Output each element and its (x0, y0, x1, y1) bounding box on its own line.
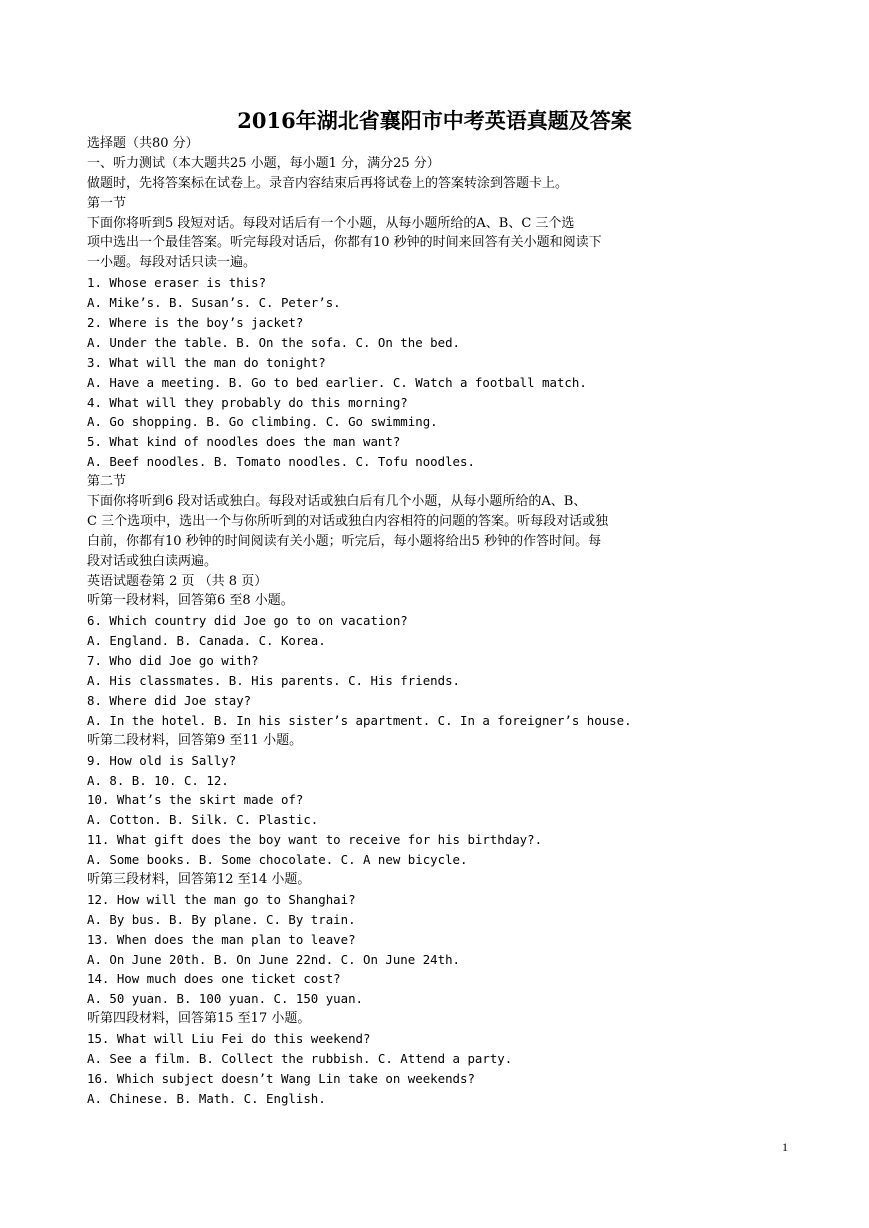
instruction-line: 段对话或独白读两遍。 (87, 553, 218, 569)
question-line: A. By bus. B. By plane. C. By train. (87, 911, 356, 927)
question-line: A. Beef noodles. B. Tomato noodles. C. Tofu noodles. (87, 454, 475, 470)
question-line: A. His classmates. B. His parents. C. His friends. (87, 673, 460, 689)
instruction-line: 听第三段材料，回答第12 至14 小题。 (87, 871, 311, 887)
instruction-line: 下面你将听到6 段对话或独白。每段对话或独白后有几个小题，从每小题所给的A、B、 (87, 494, 587, 510)
instruction-line: 一、听力测试（本大题共25 小题，每小题1 分，满分25 分） (87, 155, 440, 171)
page-number: 1 (782, 1140, 788, 1154)
instruction-line: 做题时，先将答案标在试卷上。录音内容结束后再将试卷上的答案转涂到答题卡上。 (87, 175, 569, 191)
question-line: 4. What will they probably do this morning? (87, 394, 408, 410)
question-line: A. Mike’s. B. Susan’s. C. Peter’s. (87, 295, 341, 311)
question-line: A. In the hotel. B. In his sister’s apartment. C. In a foreigner’s house. (87, 712, 632, 728)
question-line: A. England. B. Canada. C. Korea. (87, 633, 326, 649)
instruction-line: 听第一段材料，回答第6 至8 小题。 (87, 593, 294, 609)
question-line: 10. What’s the skirt made of? (87, 792, 304, 808)
question-line: 8. Where did Joe stay? (87, 692, 252, 708)
instruction-line: 英语试题卷第 2 页 （共 8 页） (87, 573, 268, 589)
instruction-line: 白前，你都有10 秒钟的时间阅读有关小题；听完后，每小题将给出5 秒钟的作答时间。每 (87, 533, 602, 549)
instruction-line: 下面你将听到5 段短对话。每段对话后有一个小题，从每小题所给的A、B、C 三个选 (87, 215, 575, 231)
question-line: 11. What gift does the boy want to receive for his birthday?. (87, 832, 543, 848)
question-line: 12. How will the man go to Shanghai? (87, 891, 356, 907)
question-line: 1. Whose eraser is this? (87, 275, 267, 291)
instruction-line: 项中选出一个最佳答案。听完每段对话后，你都有10 秒钟的时间来回答有关小题和阅读下 (87, 235, 602, 251)
instruction-line: 一小题。每段对话只读一遍。 (87, 255, 257, 271)
question-line: A. Some books. B. Some chocolate. C. A new bicycle. (87, 852, 468, 868)
question-line: A. On June 20th. B. On June 22nd. C. On June 24th. (87, 951, 460, 967)
question-line: A. Under the table. B. On the sofa. C. On the bed. (87, 334, 460, 350)
question-line: 3. What will the man do tonight? (87, 354, 326, 370)
instruction-line: 第二节 (87, 474, 127, 490)
instruction-line: 选择题（共80 分） (87, 136, 199, 151)
document-body (87, 134, 787, 1109)
question-line: 16. Which subject doesn’t Wang Lin take on weekends? (87, 1070, 475, 1086)
question-line: 5. What kind of noodles does the man want? (87, 434, 401, 450)
question-line: A. Have a meeting. B. Go to bed earlier. C. Watch a football match. (87, 374, 587, 390)
question-line: 13. When does the man plan to leave? (87, 931, 356, 947)
question-line: A. See a film. B. Collect the rubbish. C. Attend a party. (87, 1050, 513, 1066)
question-line: 7. Who did Joe go with? (87, 653, 259, 669)
instruction-line: 听第四段材料，回答第15 至17 小题。 (87, 1011, 311, 1027)
instruction-line: C 三个选项中，选出一个与你所听到的对话或独白内容相符的问题的答案。听每段对话或独 (87, 513, 609, 529)
question-line: 2. Where is the boy’s jacket? (87, 315, 304, 331)
question-line: A. Chinese. B. Math. C. English. (87, 1090, 326, 1106)
question-line: A. Cotton. B. Silk. C. Plastic. (87, 812, 319, 828)
question-line: A. Go shopping. B. Go climbing. C. Go swimming. (87, 414, 438, 430)
instruction-line: 第一节 (87, 195, 127, 211)
instruction-line: 听第二段材料，回答第9 至11 小题。 (87, 732, 303, 748)
question-line: 6. Which country did Joe go to on vacation? (87, 613, 408, 629)
page-title: 2016年湖北省襄阳市中考英语真题及答案 (237, 108, 632, 133)
question-line: A. 50 yuan. B. 100 yuan. C. 150 yuan. (87, 991, 364, 1007)
question-line: 9. How old is Sally? (87, 752, 237, 768)
question-line: A. 8. B. 10. C. 12. (87, 772, 229, 788)
question-line: 14. How much does one ticket cost? (87, 971, 341, 987)
question-line: 15. What will Liu Fei do this weekend? (87, 1031, 371, 1047)
